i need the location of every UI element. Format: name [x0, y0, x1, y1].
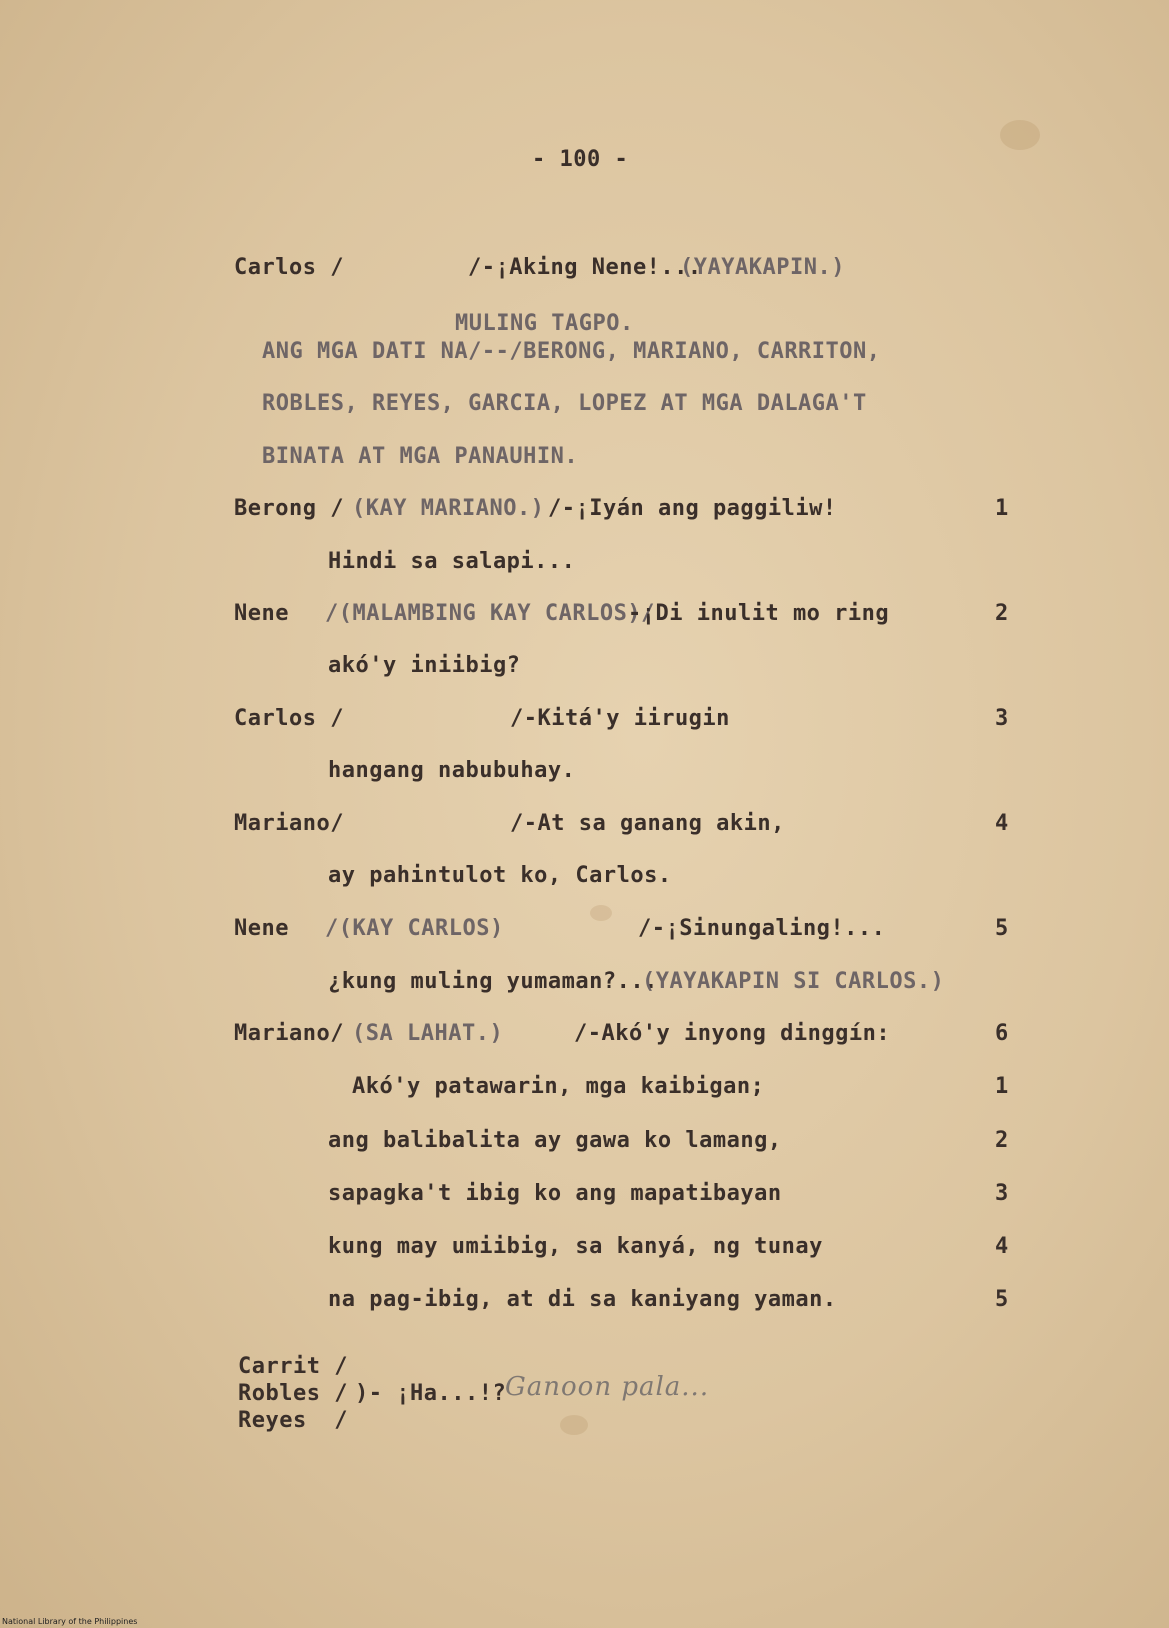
dialogue-inyong-dinggin: /-Akó'y inyong dinggín:	[574, 1021, 891, 1046]
stage-kay-carlos: /(KAY CARLOS)	[325, 916, 504, 941]
scene-heading: MULING TAGPO.	[455, 311, 634, 336]
verse-number: 5	[995, 1287, 1009, 1312]
dialogue-sinungaling: /-¡Sinungaling!...	[638, 916, 886, 941]
speaker-carrit: Carrit /	[238, 1354, 348, 1379]
stage-malambing: /(MALAMBING KAY CARLOS)/	[325, 601, 655, 626]
dialogue-iyan: /-¡Iyán ang paggiliw!	[548, 496, 837, 521]
verse-line: ang balibalita ay gawa ko lamang,	[328, 1128, 782, 1153]
cast-line-3: BINATA AT MGA PANAUHIN.	[262, 444, 579, 469]
verse-line: kung may umiibig, sa kanyá, ng tunay	[328, 1234, 823, 1259]
line-number: 1	[995, 496, 1009, 521]
cast-line-1: ANG MGA DATI NA/--/BERONG, MARIANO, CARRITON,	[262, 339, 881, 364]
dialogue-di-inulit: -¡Di inulit mo ring	[628, 601, 890, 626]
dialogue-ako-iniibig: akó'y iniibig?	[328, 653, 521, 678]
verse-number: 1	[995, 1074, 1009, 1099]
line-number: 6	[995, 1021, 1009, 1046]
dialogue-kitay: /-Kitá'y iirugin	[510, 706, 730, 731]
stage-yayakapin-si-carlos: (YAYAKAPIN SI CARLOS.)	[642, 969, 945, 994]
line-number: 3	[995, 706, 1009, 731]
speaker-berong: Berong /	[234, 496, 344, 521]
dialogue-hindi: Hindi sa salapi...	[328, 549, 576, 574]
verse-line: sapagka't ibig ko ang mapatibayan	[328, 1181, 782, 1206]
speaker-carlos-2: Carlos /	[234, 706, 344, 731]
line-number: 5	[995, 916, 1009, 941]
verse-number: 2	[995, 1128, 1009, 1153]
verse-number: 4	[995, 1234, 1009, 1259]
cast-line-2: ROBLES, REYES, GARCIA, LOPEZ AT MGA DALAGA'T	[262, 391, 867, 416]
stage-direction-yayakapin: (YAYAKAPIN.)	[680, 255, 845, 280]
speaker-reyes: Reyes /	[238, 1408, 348, 1433]
page-number: - 100 -	[532, 147, 629, 172]
speaker-nene-2: Nene	[234, 916, 289, 941]
paper-stain	[590, 905, 612, 921]
handwritten-note: Ganoon pala...	[505, 1372, 710, 1402]
dialogue-ha: )- ¡Ha...!?	[355, 1381, 507, 1406]
paper-stain	[560, 1415, 588, 1435]
speaker-mariano-1: Mariano/	[234, 811, 344, 836]
speaker-nene-1: Nene	[234, 601, 289, 626]
dialogue-hangang: hangang nabubuhay.	[328, 758, 576, 783]
paper-stain	[1000, 120, 1040, 150]
stage-kay-mariano: (KAY MARIANO.)	[352, 496, 545, 521]
verse-line: na pag-ibig, at di sa kaniyang yaman.	[328, 1287, 837, 1312]
verse-line: Akó'y patawarin, mga kaibigan;	[352, 1074, 765, 1099]
speaker-carlos-1: Carlos /	[234, 255, 344, 280]
speaker-mariano-2: Mariano/	[234, 1021, 344, 1046]
dialogue-kung-muling: ¿kung muling yumaman?...	[328, 969, 658, 994]
speaker-robles: Robles /	[238, 1381, 348, 1406]
stage-sa-lahat: (SA LAHAT.)	[352, 1021, 504, 1046]
footer-credit: National Library of the Philippines	[2, 1617, 138, 1626]
line-number: 2	[995, 601, 1009, 626]
line-number: 4	[995, 811, 1009, 836]
verse-number: 3	[995, 1181, 1009, 1206]
dialogue-pahintulot: ay pahintulot ko, Carlos.	[328, 863, 672, 888]
dialogue-aking-nene: /-¡Aking Nene!...	[468, 255, 702, 280]
dialogue-at-sa-ganang: /-At sa ganang akin,	[510, 811, 785, 836]
